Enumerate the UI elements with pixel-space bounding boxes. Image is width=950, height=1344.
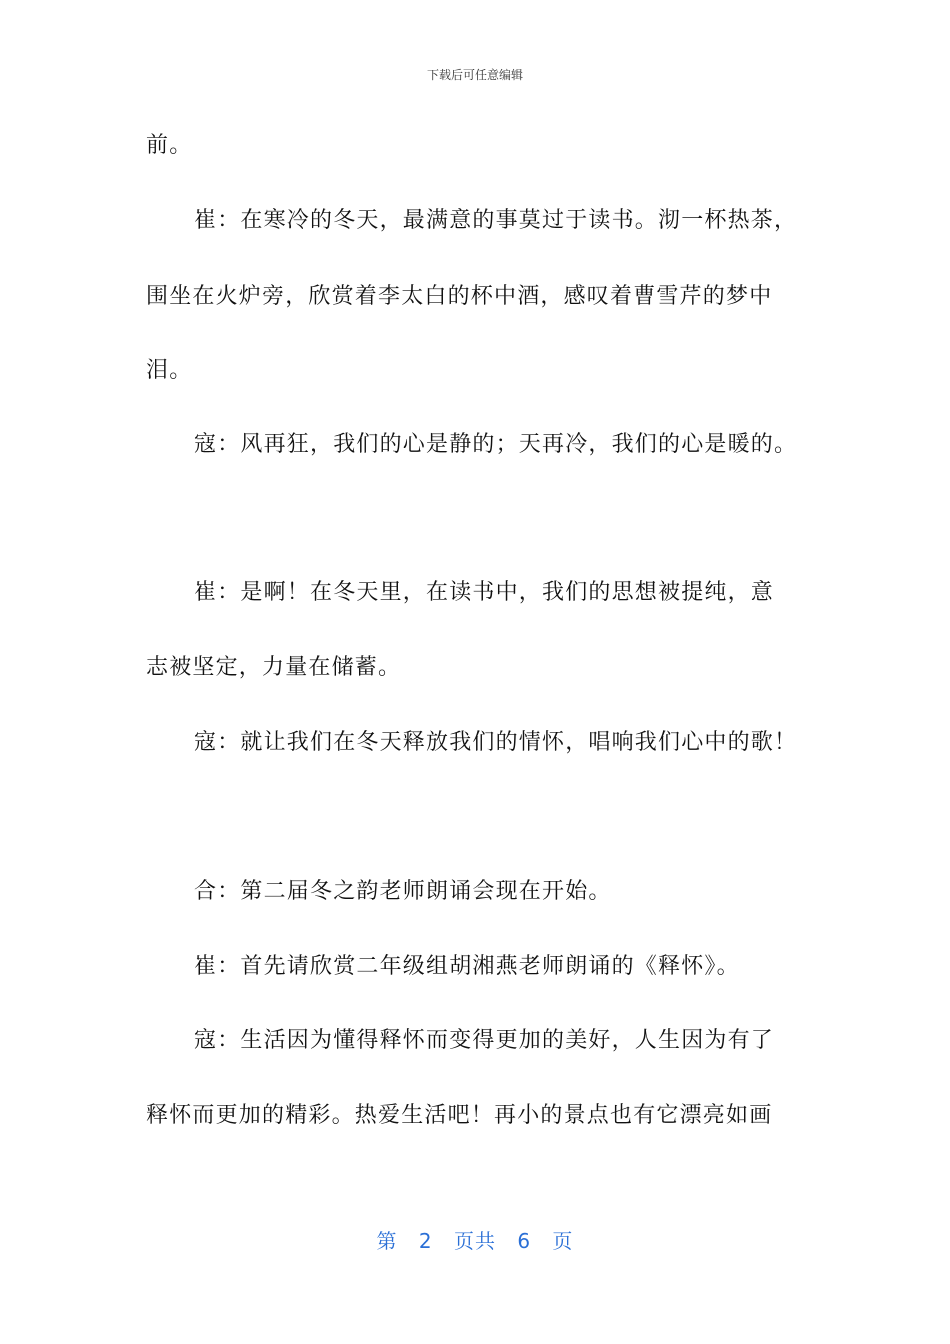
- text-line: 释怀而更加的精彩。热爱生活吧！再小的景点也有它漂亮如画: [146, 1103, 773, 1128]
- text-line: 寇：就让我们在冬天释放我们的情怀，唱响我们心中的歌！: [194, 730, 798, 755]
- text-line: 前。: [146, 133, 193, 158]
- text-line: 崔：是啊！在冬天里，在读书中，我们的思想被提纯，意: [194, 580, 775, 605]
- text-line: 寇：生活因为懂得释怀而变得更加的美好，人生因为有了: [194, 1028, 775, 1053]
- text-line: 合：第二届冬之韵老师朗诵会现在开始。: [194, 879, 612, 904]
- page-number-footer: 第 2 页共 6 页: [376, 1229, 574, 1253]
- text-line: 寇：风再狂，我们的心是静的；天再冷，我们的心是暖的。: [194, 432, 798, 457]
- text-line: 崔：在寒冷的冬天，最满意的事莫过于读书。沏一杯热茶，: [194, 208, 798, 233]
- page-header: 下载后可任意编辑: [426, 68, 523, 82]
- text-line: 围坐在火炉旁，欣赏着李太白的杯中酒，感叹着曹雪芹的梦中: [146, 284, 773, 309]
- text-line: 泪。: [146, 358, 193, 383]
- text-line: 志被坚定，力量在储蓄。: [146, 655, 402, 680]
- text-line: 崔：首先请欣赏二年级组胡湘燕老师朗诵的《释怀》。: [194, 954, 740, 979]
